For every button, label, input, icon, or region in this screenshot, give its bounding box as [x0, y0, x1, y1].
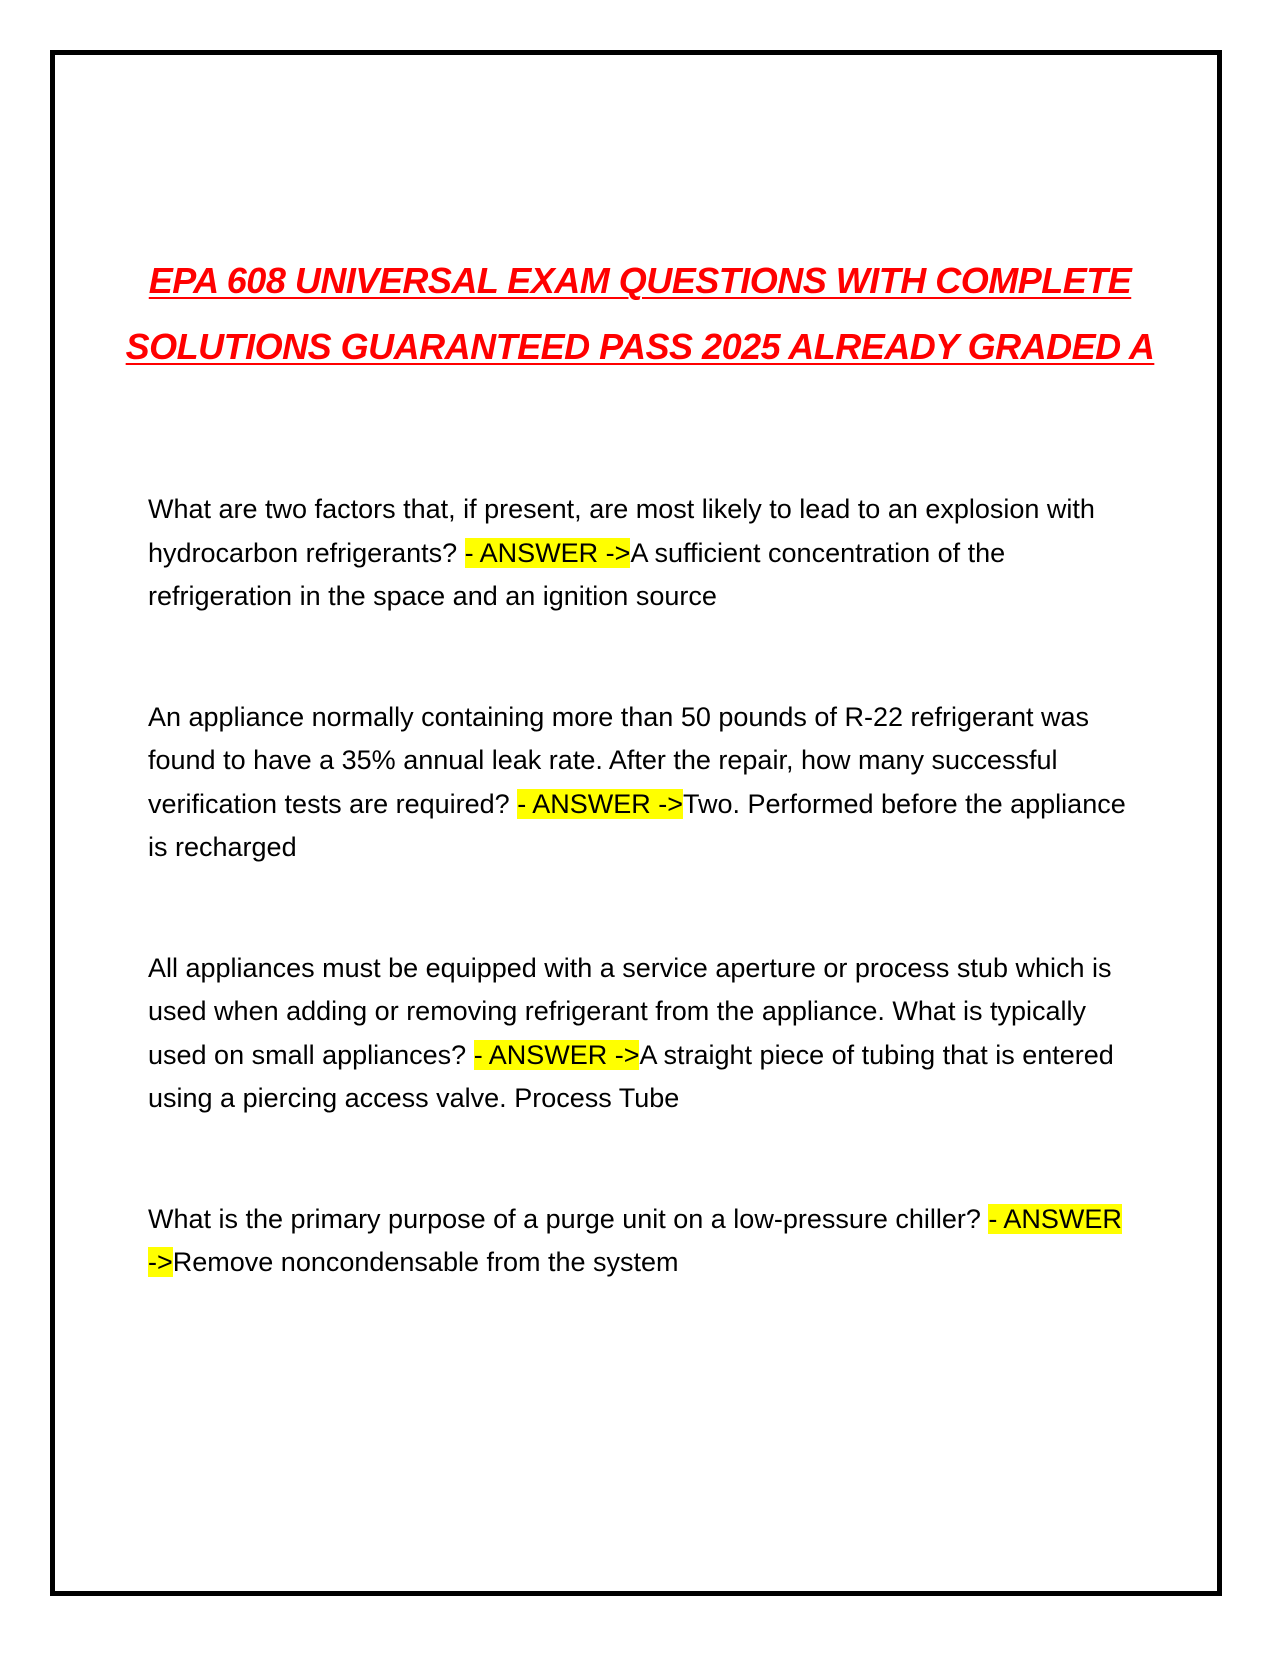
answer-text: A straight piece of tubing that is entered using a piercing access valve. Process Tube: [148, 1039, 1114, 1113]
answer-text: A sufficient concentration of the refrigeration in the space and an ignition source: [148, 537, 1006, 611]
answer-marker: - ANSWER ->: [148, 1203, 1122, 1277]
qa-item: [148, 947, 1133, 1121]
question-text: What is the primary purpose of a purge unit on a low-pressure chiller?: [148, 1203, 989, 1234]
document-title: EPA 608 UNIVERSAL EXAM QUESTIONS WITH COMPLETE SOLUTIONS GUARANTEED PASS 2025 ALREADY GRADED A: [125, 260, 1155, 367]
answer-marker: - ANSWER ->: [473, 1039, 640, 1070]
answer-text: Remove noncondensable from the system: [172, 1247, 679, 1277]
qa-list: [148, 488, 1133, 1285]
answer-marker: - ANSWER ->: [464, 537, 631, 568]
question-text: An appliance normally containing more than 50 pounds of R-22 refrigerant was found to have a 35% annual leak rate. After the repair, how many successful verification tests are required?: [148, 701, 1090, 819]
qa-item: [148, 488, 1133, 619]
qa-item: [148, 1198, 1133, 1285]
answer-marker: - ANSWER ->: [517, 788, 683, 819]
answer-text: Two. Performed before the appliance is recharged: [148, 788, 1126, 862]
question-text: All appliances must be equipped with a service aperture or process stub which is used when adding or removing refrigerant from the appliance. What is typically used on small appliances?: [148, 952, 1112, 1070]
question-text: What are two factors that, if present, are most likely to lead to an explosion with hydrocarbon refrigerants?: [148, 494, 1095, 568]
qa-item: [148, 696, 1133, 870]
